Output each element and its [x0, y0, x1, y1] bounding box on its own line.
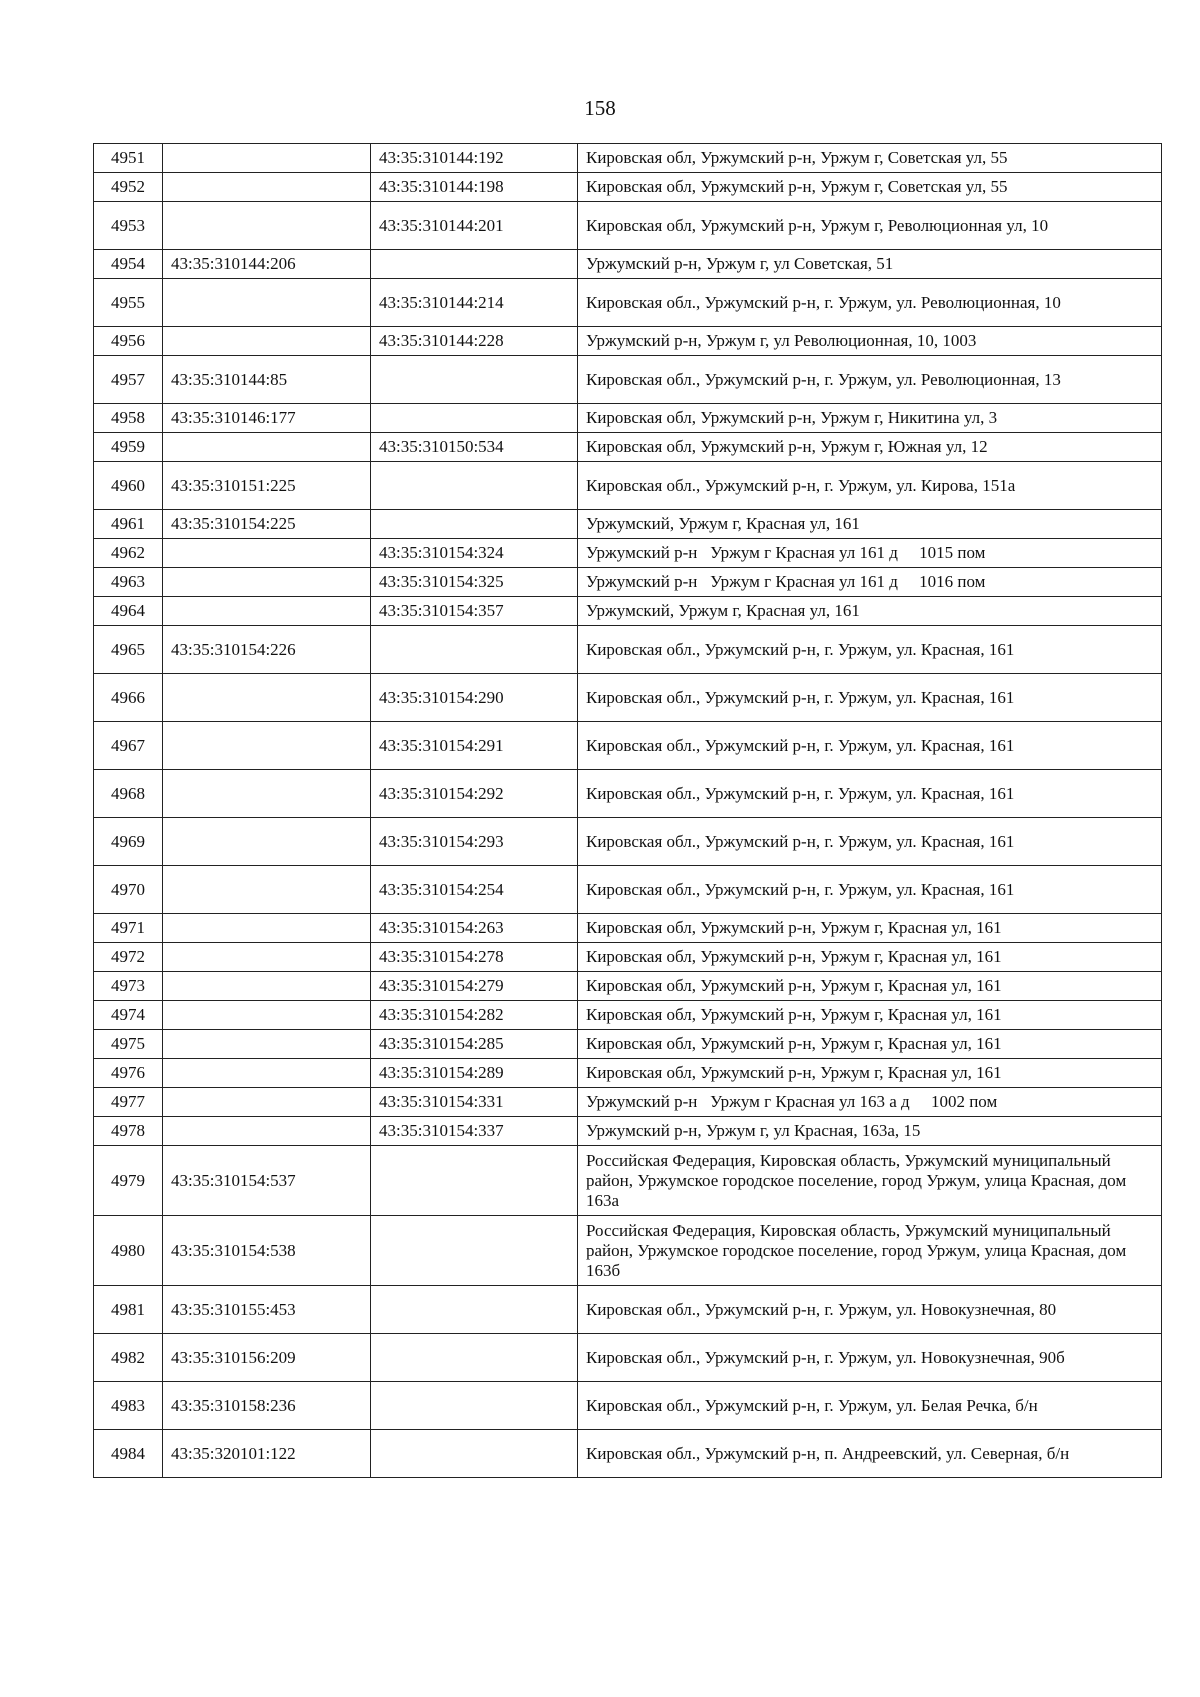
row-number-cell: 4975	[94, 1030, 163, 1059]
row-number-cell: 4978	[94, 1117, 163, 1146]
row-number-cell: 4963	[94, 568, 163, 597]
row-number-cell: 4968	[94, 770, 163, 818]
row-number-cell: 4956	[94, 327, 163, 356]
cadastral-number-cell: 43:35:310158:236	[163, 1382, 371, 1430]
address-cell: Кировская обл., Уржумский р-н, г. Уржум, ул. Красная, 161	[578, 818, 1162, 866]
address-cell: Кировская обл, Уржумский р-н, Уржум г, Никитина ул, 3	[578, 404, 1162, 433]
cadastral-number-alt-cell: 43:35:310154:285	[371, 1030, 578, 1059]
cadastral-number-alt-cell: 43:35:310154:337	[371, 1117, 578, 1146]
table-row	[94, 1286, 1162, 1334]
address-cell: Кировская обл, Уржумский р-н, Уржум г, Южная ул, 12	[578, 433, 1162, 462]
cadastral-number-cell: 43:35:310154:538	[163, 1216, 371, 1286]
cadastral-number-cell	[163, 722, 371, 770]
table-row	[94, 914, 1162, 943]
cadastral-number-alt-cell: 43:35:310144:228	[371, 327, 578, 356]
row-number-cell: 4951	[94, 144, 163, 173]
address-cell: Кировская обл, Уржумский р-н, Уржум г, Красная ул, 161	[578, 972, 1162, 1001]
row-number-cell: 4952	[94, 173, 163, 202]
table-row	[94, 1382, 1162, 1430]
table-row	[94, 818, 1162, 866]
table-row	[94, 404, 1162, 433]
cadastral-number-cell	[163, 1088, 371, 1117]
address-cell: Уржумский, Уржум г, Красная ул, 161	[578, 597, 1162, 626]
row-number-cell: 4964	[94, 597, 163, 626]
table-row	[94, 770, 1162, 818]
cadastral-number-alt-cell: 43:35:310154:278	[371, 943, 578, 972]
row-number-cell: 4965	[94, 626, 163, 674]
cadastral-number-alt-cell	[371, 250, 578, 279]
address-cell: Уржумский р-н, Уржум г, ул Красная, 163а, 15	[578, 1117, 1162, 1146]
cadastral-number-cell: 43:35:310155:453	[163, 1286, 371, 1334]
row-number-cell: 4967	[94, 722, 163, 770]
cadastral-number-cell	[163, 943, 371, 972]
address-cell: Кировская обл., Уржумский р-н, г. Уржум, ул. Красная, 161	[578, 770, 1162, 818]
row-number-cell: 4954	[94, 250, 163, 279]
table-row	[94, 943, 1162, 972]
cadastral-number-cell	[163, 914, 371, 943]
table-row	[94, 626, 1162, 674]
address-cell: Кировская обл, Уржумский р-н, Уржум г, Красная ул, 161	[578, 1030, 1162, 1059]
cadastral-number-alt-cell	[371, 1286, 578, 1334]
table-row	[94, 568, 1162, 597]
address-cell: Российская Федерация, Кировская область, Уржумский муниципальный район, Уржумское городское поселение, город Уржум, улица Красная, дом 163б	[578, 1216, 1162, 1286]
address-cell: Кировская обл., Уржумский р-н, г. Уржум, ул. Новокузнечная, 90б	[578, 1334, 1162, 1382]
address-cell: Кировская обл., Уржумский р-н, п. Андреевский, ул. Северная, б/н	[578, 1430, 1162, 1478]
cadastral-number-alt-cell	[371, 1334, 578, 1382]
table-row	[94, 250, 1162, 279]
cadastral-number-cell	[163, 972, 371, 1001]
row-number-cell: 4982	[94, 1334, 163, 1382]
cadastral-number-alt-cell	[371, 1382, 578, 1430]
cadastral-number-cell: 43:35:310144:206	[163, 250, 371, 279]
address-cell: Кировская обл., Уржумский р-н, г. Уржум, ул. Революционная, 10	[578, 279, 1162, 327]
address-cell: Уржумский, Уржум г, Красная ул, 161	[578, 510, 1162, 539]
cadastral-number-alt-cell: 43:35:310154:325	[371, 568, 578, 597]
address-cell: Уржумский р-н Уржум г Красная ул 161 д 1015 пом	[578, 539, 1162, 568]
address-cell: Кировская обл, Уржумский р-н, Уржум г, Красная ул, 161	[578, 943, 1162, 972]
row-number-cell: 4983	[94, 1382, 163, 1430]
cadastral-number-alt-cell: 43:35:310144:214	[371, 279, 578, 327]
table-row	[94, 327, 1162, 356]
cadastral-number-cell	[163, 1030, 371, 1059]
row-number-cell: 4960	[94, 462, 163, 510]
cadastral-number-cell	[163, 674, 371, 722]
cadastral-number-cell	[163, 568, 371, 597]
cadastral-number-cell: 43:35:310146:177	[163, 404, 371, 433]
table-row	[94, 674, 1162, 722]
row-number-cell: 4969	[94, 818, 163, 866]
row-number-cell: 4955	[94, 279, 163, 327]
table-row	[94, 144, 1162, 173]
table-row	[94, 722, 1162, 770]
row-number-cell: 4970	[94, 866, 163, 914]
cadastral-number-alt-cell: 43:35:310154:291	[371, 722, 578, 770]
row-number-cell: 4979	[94, 1146, 163, 1216]
row-number-cell: 4984	[94, 1430, 163, 1478]
row-number-cell: 4961	[94, 510, 163, 539]
cadastral-number-alt-cell: 43:35:310154:289	[371, 1059, 578, 1088]
cadastral-number-alt-cell: 43:35:310144:201	[371, 202, 578, 250]
cadastral-number-alt-cell: 43:35:310144:192	[371, 144, 578, 173]
cadastral-number-cell	[163, 866, 371, 914]
cadastral-number-cell	[163, 144, 371, 173]
address-cell: Российская Федерация, Кировская область, Уржумский муниципальный район, Уржумское городское поселение, город Уржум, улица Красная, дом 163а	[578, 1146, 1162, 1216]
cadastral-number-cell: 43:35:310151:225	[163, 462, 371, 510]
table-row	[94, 1117, 1162, 1146]
cadastral-number-cell	[163, 1001, 371, 1030]
address-cell: Уржумский р-н, Уржум г, ул Советская, 51	[578, 250, 1162, 279]
address-cell: Кировская обл., Уржумский р-н, г. Уржум, ул. Белая Речка, б/н	[578, 1382, 1162, 1430]
address-cell: Кировская обл., Уржумский р-н, г. Уржум, ул. Красная, 161	[578, 674, 1162, 722]
cadastral-number-cell	[163, 1117, 371, 1146]
table-row	[94, 173, 1162, 202]
row-number-cell: 4962	[94, 539, 163, 568]
cadastral-number-alt-cell: 43:35:310154:357	[371, 597, 578, 626]
table-row	[94, 1059, 1162, 1088]
address-cell: Уржумский р-н Уржум г Красная ул 161 д 1016 пом	[578, 568, 1162, 597]
table-row	[94, 1001, 1162, 1030]
cadastral-number-alt-cell	[371, 1216, 578, 1286]
row-number-cell: 4972	[94, 943, 163, 972]
cadastral-number-alt-cell: 43:35:310154:263	[371, 914, 578, 943]
address-cell: Кировская обл, Уржумский р-н, Уржум г, Советская ул, 55	[578, 173, 1162, 202]
table-row	[94, 202, 1162, 250]
cadastral-number-cell: 43:35:310154:226	[163, 626, 371, 674]
row-number-cell: 4981	[94, 1286, 163, 1334]
cadastral-number-cell	[163, 770, 371, 818]
cadastral-number-cell: 43:35:310144:85	[163, 356, 371, 404]
cadastral-number-cell: 43:35:320101:122	[163, 1430, 371, 1478]
address-cell: Кировская обл, Уржумский р-н, Уржум г, Советская ул, 55	[578, 144, 1162, 173]
table-row	[94, 866, 1162, 914]
cadastral-number-cell: 43:35:310154:537	[163, 1146, 371, 1216]
table-row	[94, 356, 1162, 404]
address-cell: Уржумский р-н, Уржум г, ул Революционная, 10, 1003	[578, 327, 1162, 356]
row-number-cell: 4973	[94, 972, 163, 1001]
table-row	[94, 433, 1162, 462]
row-number-cell: 4958	[94, 404, 163, 433]
cadastral-number-cell	[163, 818, 371, 866]
cadastral-number-alt-cell	[371, 356, 578, 404]
cadastral-number-cell: 43:35:310156:209	[163, 1334, 371, 1382]
table-row	[94, 279, 1162, 327]
cadastral-number-alt-cell: 43:35:310154:324	[371, 539, 578, 568]
address-cell: Кировская обл., Уржумский р-н, г. Уржум, ул. Красная, 161	[578, 722, 1162, 770]
row-number-cell: 4966	[94, 674, 163, 722]
cadastral-number-alt-cell: 43:35:310150:534	[371, 433, 578, 462]
table-row	[94, 597, 1162, 626]
table-row	[94, 1088, 1162, 1117]
address-cell: Кировская обл., Уржумский р-н, г. Уржум, ул. Кирова, 151а	[578, 462, 1162, 510]
row-number-cell: 4977	[94, 1088, 163, 1117]
table-row	[94, 1030, 1162, 1059]
table-row	[94, 972, 1162, 1001]
table-row	[94, 462, 1162, 510]
page-number: 158	[584, 96, 616, 120]
cadastral-number-cell	[163, 539, 371, 568]
address-cell: Кировская обл, Уржумский р-н, Уржум г, Красная ул, 161	[578, 1001, 1162, 1030]
cadastral-number-alt-cell: 43:35:310154:282	[371, 1001, 578, 1030]
row-number-cell: 4974	[94, 1001, 163, 1030]
address-cell: Кировская обл., Уржумский р-н, г. Уржум, ул. Новокузнечная, 80	[578, 1286, 1162, 1334]
address-cell: Кировская обл, Уржумский р-н, Уржум г, Красная ул, 161	[578, 1059, 1162, 1088]
address-cell: Уржумский р-н Уржум г Красная ул 163 а д 1002 пом	[578, 1088, 1162, 1117]
cadastral-number-cell	[163, 327, 371, 356]
cadastral-number-cell	[163, 433, 371, 462]
cadastral-number-cell	[163, 279, 371, 327]
address-cell: Кировская обл, Уржумский р-н, Уржум г, Красная ул, 161	[578, 914, 1162, 943]
table-row	[94, 510, 1162, 539]
cadastral-number-alt-cell: 43:35:310154:254	[371, 866, 578, 914]
cadastral-number-alt-cell: 43:35:310154:279	[371, 972, 578, 1001]
cadastral-number-alt-cell	[371, 510, 578, 539]
registry-rows	[94, 144, 1162, 1478]
address-cell: Кировская обл., Уржумский р-н, г. Уржум, ул. Революционная, 13	[578, 356, 1162, 404]
row-number-cell: 4976	[94, 1059, 163, 1088]
cadastral-number-cell	[163, 597, 371, 626]
row-number-cell: 4959	[94, 433, 163, 462]
cadastral-number-alt-cell	[371, 1430, 578, 1478]
address-cell: Кировская обл, Уржумский р-н, Уржум г, Революционная ул, 10	[578, 202, 1162, 250]
cadastral-number-alt-cell	[371, 462, 578, 510]
cadastral-number-alt-cell: 43:35:310154:290	[371, 674, 578, 722]
row-number-cell: 4957	[94, 356, 163, 404]
cadastral-number-cell	[163, 173, 371, 202]
row-number-cell: 4971	[94, 914, 163, 943]
cadastral-number-alt-cell	[371, 1146, 578, 1216]
row-number-cell: 4980	[94, 1216, 163, 1286]
cadastral-number-alt-cell: 43:35:310154:293	[371, 818, 578, 866]
cadastral-number-alt-cell	[371, 626, 578, 674]
cadastral-number-cell	[163, 1059, 371, 1088]
registry-table	[93, 143, 1162, 1478]
row-number-cell: 4953	[94, 202, 163, 250]
cadastral-number-alt-cell: 43:35:310154:292	[371, 770, 578, 818]
cadastral-number-cell: 43:35:310154:225	[163, 510, 371, 539]
cadastral-number-alt-cell: 43:35:310154:331	[371, 1088, 578, 1117]
table-row	[94, 539, 1162, 568]
table-row	[94, 1334, 1162, 1382]
cadastral-number-alt-cell: 43:35:310144:198	[371, 173, 578, 202]
table-row	[94, 1146, 1162, 1216]
address-cell: Кировская обл., Уржумский р-н, г. Уржум, ул. Красная, 161	[578, 626, 1162, 674]
table-row	[94, 1216, 1162, 1286]
table-row	[94, 1430, 1162, 1478]
cadastral-number-alt-cell	[371, 404, 578, 433]
address-cell: Кировская обл., Уржумский р-н, г. Уржум, ул. Красная, 161	[578, 866, 1162, 914]
cadastral-number-cell	[163, 202, 371, 250]
